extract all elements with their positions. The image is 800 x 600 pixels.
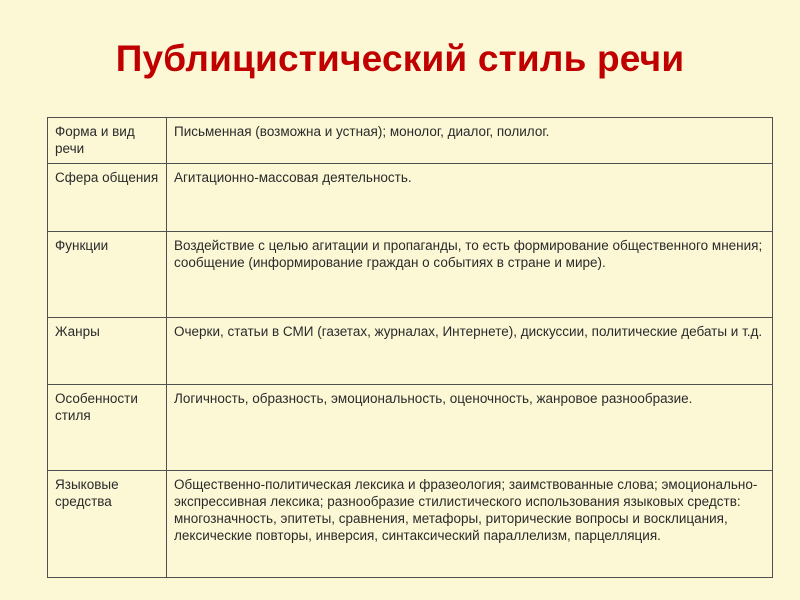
table-row bbox=[48, 385, 773, 471]
table-row bbox=[48, 118, 773, 164]
table-row bbox=[48, 232, 773, 318]
row-label: Форма и вид речи bbox=[48, 118, 167, 164]
page-title: Публицистический стиль речи bbox=[115, 38, 685, 79]
row-label: Функции bbox=[48, 232, 167, 318]
row-value: Воздействие с целью агитации и пропаганды, то есть формирование общественного мнения; сообщение (информирование граждан о событиях в стране и мире). bbox=[167, 232, 773, 318]
row-label: Языковые средства bbox=[48, 471, 167, 578]
row-label: Особенности стиля bbox=[48, 385, 167, 471]
row-value: Письменная (возможна и устная); монолог, диалог, полилог. bbox=[167, 118, 773, 164]
table-row bbox=[48, 318, 773, 385]
row-value: Общественно-политическая лексика и фразеология; заимствованные слова; эмоционально-экспрессивная лексика; разнообразие стилистического использования языковых средств: многозначность, эпитеты, сравнения, метафоры, риторические вопросы и восклицания, лексические повторы, инверсия, синтаксический параллелизм, парцелляция. bbox=[167, 471, 773, 578]
row-value: Очерки, статьи в СМИ (газетах, журналах, Интернете), дискуссии, политические дебаты и т.д. bbox=[167, 318, 773, 385]
row-label: Жанры bbox=[48, 318, 167, 385]
style-characteristics-table bbox=[47, 117, 773, 578]
row-value: Логичность, образность, эмоциональность, оценочность, жанровое разнообразие. bbox=[167, 385, 773, 471]
row-label: Сфера общения bbox=[48, 164, 167, 232]
table-row bbox=[48, 164, 773, 232]
row-value: Агитационно-массовая деятельность. bbox=[167, 164, 773, 232]
table-row bbox=[48, 471, 773, 578]
